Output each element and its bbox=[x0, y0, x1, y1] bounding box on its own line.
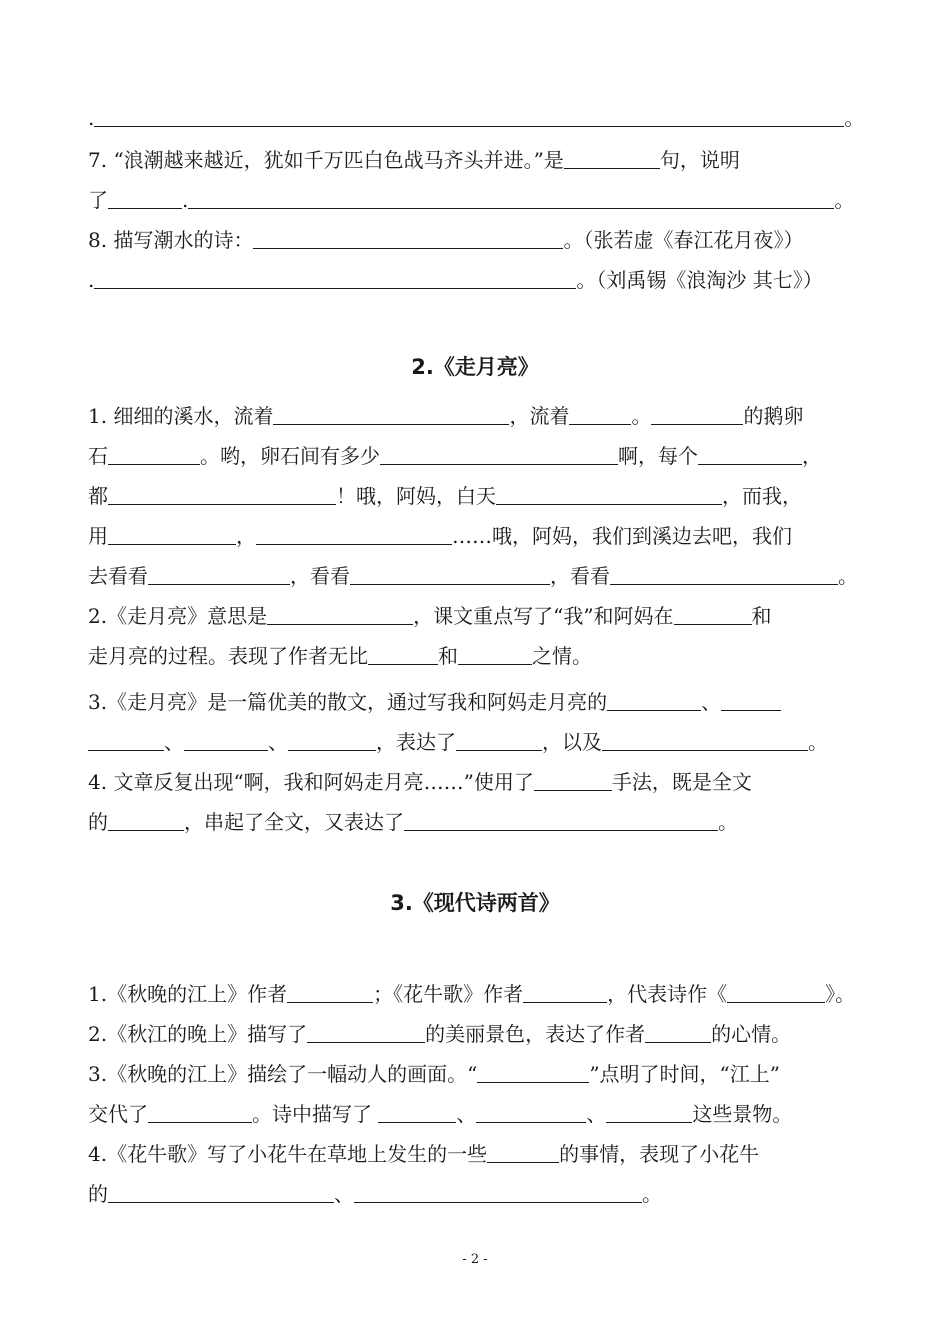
page-number: - 2 - bbox=[462, 1252, 488, 1267]
sec2-line-3 bbox=[88, 482, 864, 510]
text: 7. “浪潮越来越近，犹如千万匹白色战马齐头并进。”是 bbox=[88, 148, 564, 172]
text: 。 bbox=[631, 404, 652, 428]
answer-blank[interactable] bbox=[487, 1142, 559, 1163]
text: 、 bbox=[701, 690, 722, 714]
sec3-line-4 bbox=[88, 1100, 864, 1128]
text: 手法，既是全文 bbox=[611, 770, 752, 794]
text: 1.《秋晚的江上》作者 bbox=[88, 982, 288, 1006]
text: 这些景物。 bbox=[692, 1102, 793, 1126]
text: . bbox=[88, 268, 95, 292]
text: 、 bbox=[268, 730, 288, 754]
text: 和 bbox=[751, 604, 772, 628]
text: ，串起了全文，又表达了 bbox=[184, 810, 404, 834]
answer-blank[interactable] bbox=[368, 644, 438, 665]
answer-blank[interactable] bbox=[378, 1102, 456, 1123]
sec2-line-2 bbox=[88, 442, 864, 470]
answer-blank[interactable] bbox=[477, 1062, 589, 1083]
answer-blank[interactable] bbox=[606, 1102, 692, 1123]
sec3-line-3 bbox=[88, 1060, 864, 1088]
text: ，看看 bbox=[550, 564, 610, 588]
text: 。 bbox=[834, 188, 855, 212]
answer-blank[interactable] bbox=[184, 730, 268, 751]
text: 1. 细细的溪水，流着 bbox=[88, 404, 274, 428]
answer-blank[interactable] bbox=[108, 484, 336, 505]
text: ，而我， bbox=[722, 484, 802, 508]
answer-blank[interactable] bbox=[307, 1022, 425, 1043]
answer-blank[interactable] bbox=[607, 690, 701, 711]
sec2-line-8 bbox=[88, 688, 864, 716]
answer-blank[interactable] bbox=[267, 604, 413, 625]
text: ；《花牛歌》作者 bbox=[373, 982, 524, 1006]
text: 》。 bbox=[825, 982, 856, 1006]
answer-blank[interactable] bbox=[651, 404, 743, 425]
answer-blank[interactable] bbox=[94, 106, 844, 127]
sec2-line-5 bbox=[88, 562, 864, 590]
text: 的 bbox=[88, 1182, 108, 1206]
sec1-line-3 bbox=[88, 226, 864, 254]
sec3-line-1 bbox=[88, 980, 864, 1008]
answer-blank[interactable] bbox=[476, 1102, 586, 1123]
text: 。 bbox=[642, 1182, 662, 1206]
text: 的心情。 bbox=[711, 1022, 792, 1046]
text: 的鹅卵 bbox=[743, 404, 804, 428]
text: 。（刘禹锡《浪淘沙 其七》） bbox=[576, 268, 823, 292]
text: 3.《走月亮》是一篇优美的散文，通过写我和阿妈走月亮的 bbox=[88, 690, 608, 714]
answer-blank[interactable] bbox=[523, 982, 607, 1003]
sec3-line-2 bbox=[88, 1020, 864, 1048]
answer-blank[interactable] bbox=[404, 810, 718, 831]
text: 、 bbox=[456, 1102, 477, 1126]
text: 的 bbox=[88, 810, 108, 834]
answer-blank[interactable] bbox=[287, 982, 373, 1003]
answer-blank[interactable] bbox=[645, 1022, 711, 1043]
answer-blank[interactable] bbox=[148, 564, 290, 585]
answer-blank[interactable] bbox=[610, 564, 838, 585]
answer-blank[interactable] bbox=[721, 690, 781, 711]
text: 和 bbox=[438, 644, 458, 668]
text: 用 bbox=[88, 524, 108, 548]
text: ！哦，阿妈，白天 bbox=[336, 484, 496, 508]
text: 石 bbox=[88, 444, 108, 468]
answer-blank[interactable] bbox=[698, 444, 802, 465]
answer-blank[interactable] bbox=[674, 604, 752, 625]
sec3-line-6 bbox=[88, 1180, 864, 1208]
text: 啊，每个 bbox=[618, 444, 698, 468]
text: ”点明了时间，“江上” bbox=[589, 1062, 780, 1086]
answer-blank[interactable] bbox=[727, 982, 825, 1003]
text: 2.《走月亮》意思是 bbox=[88, 604, 268, 628]
answer-blank[interactable] bbox=[94, 268, 576, 289]
answer-blank[interactable] bbox=[602, 730, 808, 751]
answer-blank[interactable] bbox=[380, 444, 618, 465]
text: ，以及 bbox=[542, 730, 602, 754]
text: ，课文重点写了“我”和阿妈在 bbox=[413, 604, 674, 628]
answer-blank[interactable] bbox=[108, 810, 184, 831]
text: 3.《秋晚的江上》描绘了一幅动人的画面。“ bbox=[88, 1062, 478, 1086]
answer-blank[interactable] bbox=[458, 644, 532, 665]
text: 。 bbox=[808, 730, 828, 754]
text: 去看看 bbox=[88, 564, 148, 588]
text: 交代了 bbox=[88, 1102, 148, 1126]
text: ，流着 bbox=[509, 404, 570, 428]
text: 、 bbox=[164, 730, 184, 754]
answer-blank[interactable] bbox=[188, 188, 834, 209]
answer-blank[interactable] bbox=[496, 484, 722, 505]
answer-blank[interactable] bbox=[253, 228, 563, 249]
answer-blank[interactable] bbox=[108, 188, 182, 209]
text: 之情。 bbox=[532, 644, 592, 668]
answer-blank[interactable] bbox=[350, 564, 550, 585]
text: 8. 描写潮水的诗： bbox=[88, 228, 254, 252]
text: 句，说明 bbox=[659, 148, 740, 172]
sec2-line-9 bbox=[88, 728, 864, 756]
section-title-2: 2.《走月亮》 bbox=[411, 355, 539, 379]
text: ，代表诗作《 bbox=[607, 982, 728, 1006]
sec3-line-5 bbox=[88, 1140, 864, 1168]
answer-blank[interactable] bbox=[456, 730, 542, 751]
text: 的美丽景色，表达了作者 bbox=[425, 1022, 646, 1046]
text: 。诗中描写了 bbox=[252, 1102, 379, 1126]
answer-blank[interactable] bbox=[288, 730, 376, 751]
text: 。 bbox=[718, 810, 738, 834]
answer-blank[interactable] bbox=[354, 1182, 642, 1203]
sec1-line-2 bbox=[88, 186, 864, 214]
answer-blank[interactable] bbox=[108, 524, 236, 545]
text: . bbox=[88, 106, 95, 130]
sec2-line-10 bbox=[88, 768, 864, 796]
sec1-line-4 bbox=[88, 266, 864, 294]
text: ，表达了 bbox=[376, 730, 456, 754]
text: ，看看 bbox=[290, 564, 350, 588]
answer-blank[interactable] bbox=[108, 444, 200, 465]
sec2-line-6 bbox=[88, 602, 864, 630]
answer-blank[interactable] bbox=[569, 404, 631, 425]
text: 2.《秋江的晚上》描写了 bbox=[88, 1022, 308, 1046]
text: 了 bbox=[88, 188, 108, 212]
text: 、 bbox=[586, 1102, 607, 1126]
answer-blank[interactable] bbox=[256, 524, 452, 545]
answer-blank[interactable] bbox=[88, 730, 164, 751]
text: 4.《花牛歌》写了小花牛在草地上发生的一些 bbox=[88, 1142, 488, 1166]
sec2-line-1 bbox=[88, 402, 864, 430]
text: ， bbox=[236, 524, 256, 548]
text: ……哦，阿妈，我们到溪边去吧，我们 bbox=[452, 524, 792, 548]
text: 。 bbox=[844, 106, 865, 130]
sec1-line-0 bbox=[88, 104, 865, 132]
answer-blank[interactable] bbox=[564, 148, 660, 169]
section-title-3: 3.《现代诗两首》 bbox=[390, 891, 560, 915]
answer-blank[interactable] bbox=[108, 1182, 334, 1203]
text: 。哟，卵石间有多少 bbox=[200, 444, 380, 468]
text: . bbox=[182, 188, 189, 212]
text: 、 bbox=[334, 1182, 354, 1206]
text: 。 bbox=[838, 564, 858, 588]
text: ， bbox=[802, 444, 822, 468]
text: 的事情，表现了小花牛 bbox=[559, 1142, 760, 1166]
text: 走月亮的过程。表现了作者无比 bbox=[88, 644, 368, 668]
text: 4. 文章反复出现“啊，我和阿妈走月亮……”使用了 bbox=[88, 770, 534, 794]
sec2-line-11 bbox=[88, 808, 864, 836]
sec2-line-4 bbox=[88, 522, 864, 550]
text: 。（张若虚《春江花月夜》） bbox=[563, 228, 804, 252]
answer-blank[interactable] bbox=[534, 770, 612, 791]
answer-blank[interactable] bbox=[273, 404, 509, 425]
sec2-line-7 bbox=[88, 642, 864, 670]
answer-blank[interactable] bbox=[148, 1102, 252, 1123]
text: 都 bbox=[88, 484, 108, 508]
sec1-line-1 bbox=[88, 146, 864, 174]
